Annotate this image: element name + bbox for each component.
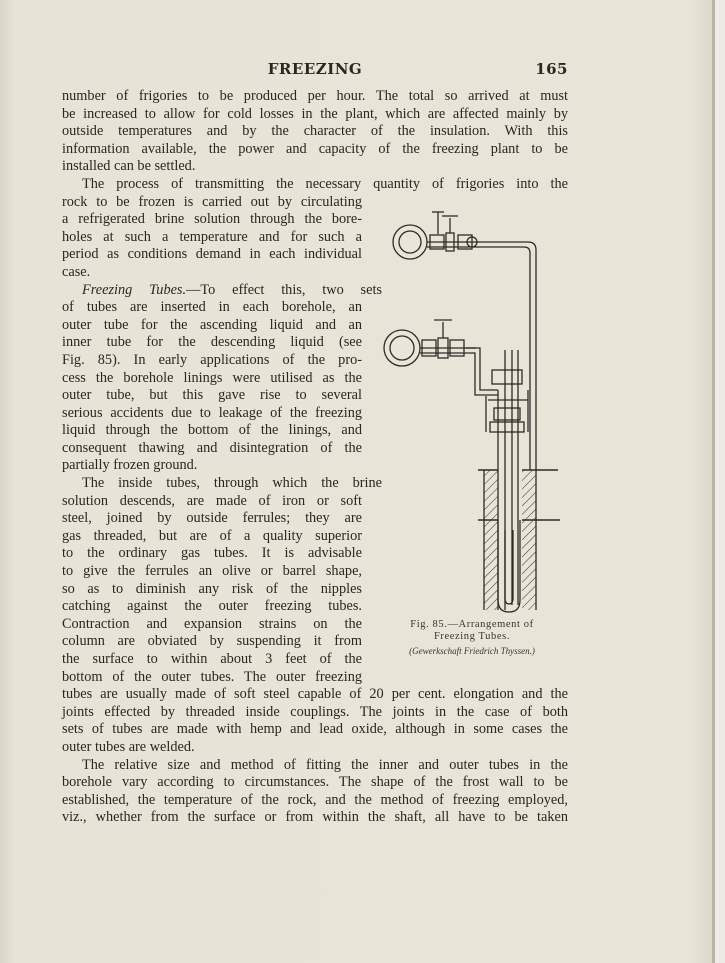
- text-line: to give the ferrules an olive or barrel shape,: [62, 563, 362, 580]
- text-line: information available, the power and capacity of the freezing plant to be: [62, 140, 568, 157]
- text-line: outer tubes are welded.: [62, 738, 195, 755]
- page-number: 165: [535, 60, 568, 78]
- page-spine: [712, 0, 715, 963]
- text-line: be increased to allow for cold losses in the plant, which are affected mainly by: [62, 105, 568, 122]
- text-line: The relative size and method of fitting the inner and outer tubes in the: [82, 756, 568, 773]
- text-line: number of frigories to be produced per hour. The total so arrived at must: [62, 88, 568, 104]
- text-line: liquid through the bottom of the linings, and: [62, 422, 362, 439]
- text-line: outer tube for the ascending liquid and an: [62, 316, 362, 333]
- running-header: [62, 60, 568, 80]
- text-line: serious accidents due to leakage of the freezing: [62, 404, 362, 421]
- text-line: a refrigerated brine solution through the bore-: [62, 211, 362, 228]
- text-line: bottom of the outer tubes. The outer freezing: [62, 668, 362, 685]
- text-line: cess the borehole linings were utilised as the: [62, 369, 362, 386]
- text-line: catching against the outer freezing tubes.: [62, 598, 362, 615]
- text-line: inner tube for the descending liquid (see: [62, 334, 362, 351]
- text-line: The process of transmitting the necessary quantity of frigories into the: [82, 175, 568, 192]
- text-line: borehole vary according to circumstances. The shape of the frost wall to be: [62, 774, 568, 791]
- section-heading: Freezing Tubes.: [82, 281, 187, 298]
- text-line: established, the temperature of the rock, and the method of freezing employed,: [62, 791, 568, 808]
- header-title: FREEZING: [267, 60, 363, 78]
- text-line: steel, joined by outside ferrules; they are: [62, 510, 362, 527]
- text-line: installed can be settled.: [62, 158, 196, 175]
- text-line: gas threaded, but are of a quality superior: [62, 527, 362, 544]
- text-line: Fig. 85). In early applications of the pro-: [62, 351, 362, 368]
- text-line: case.: [62, 263, 91, 280]
- caption-title: Fig. 85.—Arrangement of: [410, 619, 534, 630]
- text-line: joints effected by threaded inside couplings. The joints in the case of both: [62, 703, 568, 720]
- caption-subtitle: Freezing Tubes.: [433, 631, 511, 642]
- caption-credit: (Gewerkschaft Friedrich Thyssen.): [409, 646, 535, 656]
- text-line: the surface to within about 3 feet of the: [62, 651, 362, 667]
- text-line: partially frozen ground.: [62, 457, 198, 474]
- text-line: consequent thawing and disintegration of the: [62, 439, 362, 456]
- text-line: viz., whether from the surface or from within the shaft, all have to be taken: [62, 809, 568, 826]
- text-line: rock to be frozen is carried out by circulating: [62, 193, 362, 210]
- text-line: of tubes are inserted in each borehole, an: [62, 299, 362, 316]
- text-line: Contraction and expansion strains on the: [62, 615, 362, 632]
- freezing-tubes-figure: [378, 200, 568, 620]
- figure-caption: [376, 619, 568, 656]
- text-line: solution descends, are made of iron or soft: [62, 492, 362, 509]
- text-line: so as to diminish any risk of the nipples: [62, 580, 362, 597]
- text-line: The inside tubes, through which the brine: [82, 475, 382, 492]
- text-line: tubes are usually made of soft steel capable of 20 per cent. elongation and the: [62, 686, 568, 703]
- text-line: outer tube, but this gave rise to several: [62, 387, 362, 404]
- text-line: period as conditions demand in each individual: [62, 246, 362, 263]
- text-line: sets of tubes are made with hemp and lead oxide, although in some cases the: [62, 721, 568, 738]
- text-line: column are obviated by suspending it from: [62, 633, 362, 650]
- text-line: outside temperatures and by the character of the insulation. With this: [62, 123, 568, 140]
- tube-diagram: [378, 200, 568, 620]
- text-line: holes at such a temperature and for such a: [62, 228, 362, 245]
- section-heading-line: Freezing Tubes.—To effect this, two sets: [82, 281, 382, 298]
- text-line: to the ordinary gas tubes. It is advisable: [62, 545, 362, 562]
